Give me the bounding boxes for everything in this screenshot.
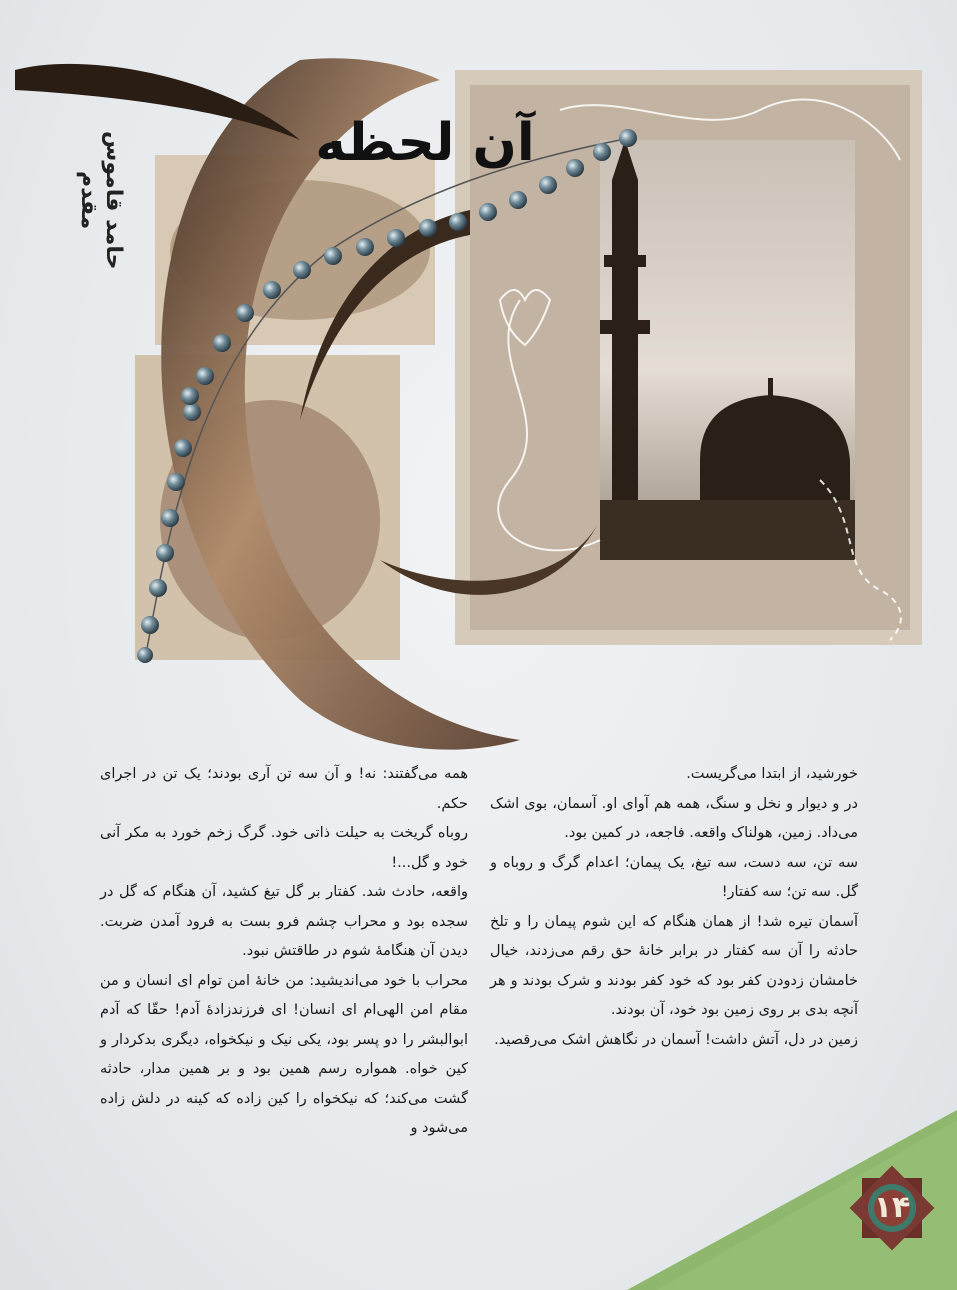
text-column-right: [490, 760, 858, 1055]
paragraph: روباه گریخت به حیلت ذاتی خود. گرگ زخم خورد به مکر آنی خود و گل...!: [100, 825, 468, 871]
paragraph: خورشید، از ابتدا می‌گریست.: [686, 766, 858, 782]
paragraph: سه تن، سه دست، سه تیغ، یک پیمان؛ اعدام گرگ و روباه و گل. سه تن؛ سه کفتار!: [490, 854, 858, 900]
page-title: آن لحظه: [315, 113, 535, 173]
page-number: ۱۴: [873, 1190, 911, 1225]
author-name: حامد قاموس مقدم: [76, 130, 126, 270]
text-column-left: [100, 760, 468, 1144]
paragraph: محراب با خود می‌اندیشید: من خانهٔ امن توام ای انسان و من مقام امن الهی‌ام ای انسان! ای فرزندزادهٔ آدم! حقّا که آدم ابوالبشر را دو پسر بود، یکی نیک و نیکخواه، دیگری بدکردار و کین خواه. همواره رسم همین بود و بر همین مدار، حادثه گشت می‌کند؛ که نیکخواه را کین زاده که کینه در دلش زاده می‌شود و: [100, 972, 468, 1136]
paragraph: در و دیوار و نخل و سنگ، همه هم آوای او. آسمان، بوی اشک می‌داد. زمین، هولناک واقعه. فاجعه، در کمین بود.: [490, 795, 858, 841]
paragraph: واقعه، حادث شد. کفتار بر گل تیغ کشید، آن هنگام که گل در سجده بود و محراب چشم فرو بست به فرود آمدن ضربت. دیدن آن هنگامهٔ شوم در طاقتش نبود.: [100, 884, 468, 959]
paragraph: آسمان تیره شد! از همان هنگام که این شوم پیمان را و تلخ حادثه را آن سه کفتار در برابر خانهٔ حق رقم می‌زدند، خیال خامشان زدودن کفر بود که خود کفر بودند و شرک بودند و هر آنچه بدی بر روی زمین بود خود، آن بودند.: [490, 913, 858, 1018]
paragraph: زمین در دل، آتش داشت! آسمان در نگاهش اشک می‌رقصید.: [494, 1031, 858, 1048]
paragraph: همه می‌گفتند: نه! و آن سه تن آری بودند؛ یک تن در اجرای حکم.: [100, 766, 468, 812]
